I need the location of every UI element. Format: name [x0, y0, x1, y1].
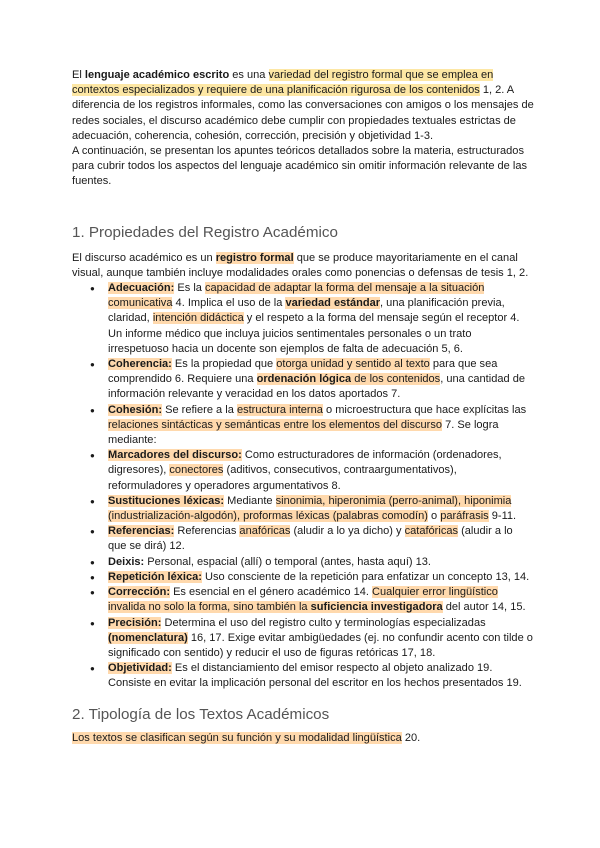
section-heading-1: 1. Propiedades del Registro Académico — [72, 223, 338, 241]
list-item: ● Cohesión: Se refiere a la estructura interna o microestructura que hace explícitas las relaciones sintácticas y semánticas entre los elementos del discurso 7. Se logra mediante: — [72, 403, 534, 449]
section2-paragraph: Los textos se clasifican según su función y su modalidad lingüística 20. — [72, 731, 421, 744]
list-item: ● Deixis: Personal, espacial (allí) o temporal (antes, hasta aquí) 13. — [72, 555, 534, 570]
list-item: ● Sustituciones léxicas: Mediante sinonimia, hiperonimia (perro-animal), hiponimia (industrialización-algodón), proformas léxicas (palabras comodín) o paráfrasis 9-11. — [72, 494, 534, 524]
intro-paragraph: El lenguaje académico escrito es una variedad del registro formal que se emplea en contextos especializados y requiere de una planificación rigurosa de los contenidos 1, 2. A diferencia de los registros informales, como las conversaciones con amigos o los mensajes de redes sociales, el discurso académico debe cumplir con propiedades textuales estrictas de adecuación, coherencia, cohesión, corrección, precisión y objetividad 1-3. — [72, 69, 534, 142]
document-page — [72, 68, 534, 746]
list-item: ● Corrección: Es esencial en el género académico 14. Cualquier error lingüístico invalida no solo la forma, sino también la suficiencia investigadora del autor 14, 15. — [72, 585, 534, 615]
section1-paragraph: El discurso académico es un registro formal que se produce mayoritariamente en el canal visual, aunque también incluye modalidades orales como ponencias o defensas de tesis 1, 2. — [72, 251, 529, 279]
section-heading-2: 2. Tipología de los Textos Académicos — [72, 705, 330, 723]
properties-list — [72, 281, 534, 691]
list-item: ● Repetición léxica: Uso consciente de la repetición para enfatizar un concepto 13, 14. — [72, 570, 534, 585]
list-item: ● Objetividad: Es el distanciamiento del emisor respecto al objeto analizado 19. Consiste en evitar la implicación personal del escritor en los hechos presentados 19. — [72, 661, 534, 691]
list-item: ● Precisión: Determina el uso del registro culto y terminologías especializadas (nomenclatura) 16, 17. Exige evitar ambigüedades (ej. no confundir acento con tilde o significado con sentido) y reducir el uso de figuras retóricas 17, 18. — [72, 616, 534, 662]
list-item: ● Adecuación: Es la capacidad de adaptar la forma del mensaje a la situación comunicativa 4. Implica el uso de la variedad estándar, una planificación previa, claridad, intención didáctica y el respeto a la forma del mensaje según el receptor 4. Un informe médico que incluya juicios sentimentales personales o un trato irrespetuoso hacia un docente son ejemplos de falta de adecuación 5, 6. — [72, 281, 534, 357]
list-item: ● Coherencia: Es la propiedad que otorga unidad y sentido al texto para que sea comprendido 6. Requiere una ordenación lógica de los contenidos, una cantidad de información relevante y veracidad en los datos aportados 7. — [72, 357, 534, 403]
list-item: ● Referencias: Referencias anafóricas (aludir a lo ya dicho) y catafóricas (aludir a lo que se dirá) 12. — [72, 524, 534, 554]
intro-paragraph-2: A continuación, se presentan los apuntes teóricos detallados sobre la materia, estructurados para cubrir todos los aspectos del lenguaje académico sin omitir información relevante de las fuentes. — [72, 145, 528, 188]
list-item: ● Marcadores del discurso: Como estructuradores de información (ordenadores, digresores), conectores (aditivos, consecutivos, contraargumentativos), reformuladores y operadores argumentativos 8. — [72, 448, 534, 494]
